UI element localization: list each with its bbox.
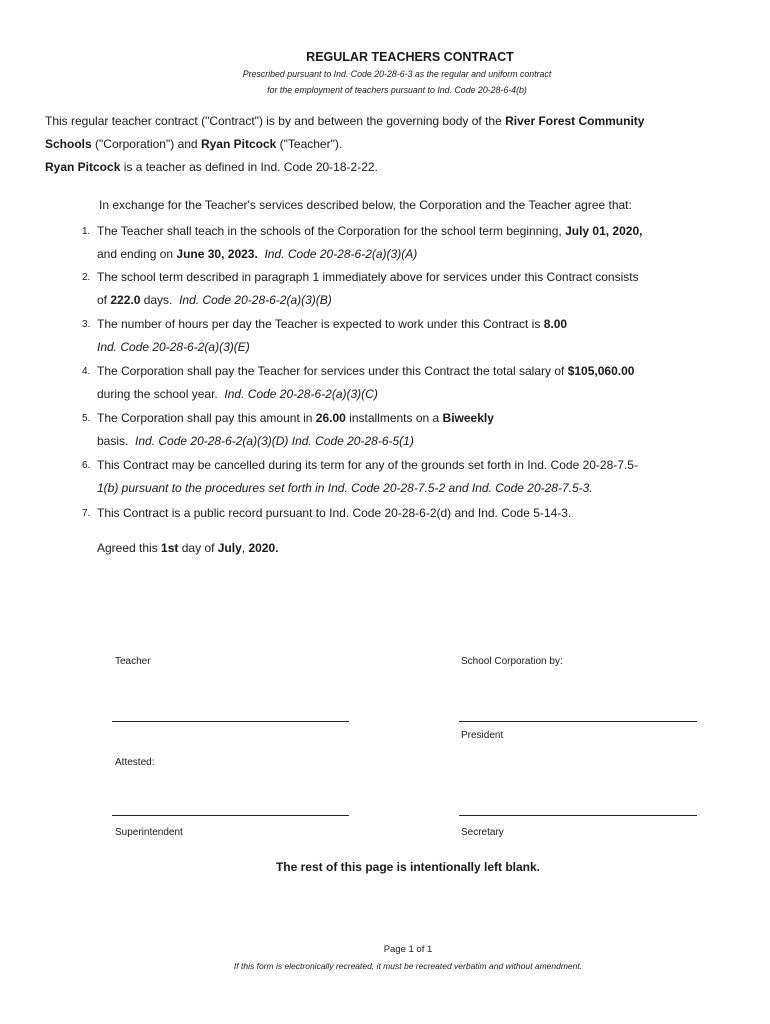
item-number: 6. — [82, 460, 91, 471]
item-number: 3. — [82, 319, 91, 330]
teacher-label: Teacher — [115, 656, 151, 667]
item-number: 4. — [82, 366, 91, 377]
payment-frequency: Biweekly — [442, 411, 494, 425]
teacher-signature-line[interactable] — [112, 721, 349, 722]
teacher-name: Ryan Pitcock — [200, 137, 277, 151]
item-3-line-2: Ind. Code 20-28-6-2(a)(3)(E) — [97, 340, 250, 354]
superintendent-label: Superintendent — [115, 827, 183, 838]
intro-line-3: Ryan Pitcock is a teacher as defined in Ind. Code 20-18-2-22. — [45, 160, 378, 174]
item-5-line-1: The Corporation shall pay this amount in 26.00 installments on a Biweekly — [97, 411, 494, 425]
item-number: 5. — [82, 413, 91, 424]
school-corporation-label: School Corporation by: — [461, 656, 563, 667]
item-1-line-1: The Teacher shall teach in the schools of the Corporation for the school term beginning, July 01, 2020, — [97, 224, 643, 238]
president-signature-line[interactable] — [459, 721, 697, 722]
total-salary: $105,060.00 — [567, 364, 635, 378]
item-number: 7. — [82, 508, 91, 519]
item-4-line-1: The Corporation shall pay the Teacher for services under this Contract the total salary of $105,060.00 — [97, 364, 635, 378]
intro-line-1: This regular teacher contract ("Contract") is by and between the governing body of the River Forest Community — [45, 114, 645, 128]
installments-count: 26.00 — [315, 411, 346, 425]
agreed-date-line: Agreed this 1st day of July, 2020. — [97, 541, 279, 555]
blank-page-notice: The rest of this page is intentionally left blank. — [275, 860, 541, 874]
item-4-line-2: during the school year. Ind. Code 20-28-6-2(a)(3)(C) — [97, 387, 378, 401]
attested-label: Attested: — [115, 757, 155, 768]
president-label: President — [461, 730, 504, 741]
superintendent-signature-line[interactable] — [112, 815, 349, 816]
subtitle-line-1: Prescribed pursuant to Ind. Code 20-28-6-3 as the regular and uniform contract — [242, 69, 552, 79]
item-number: 2. — [82, 272, 91, 283]
item-6-line-1: This Contract may be cancelled during its term for any of the grounds set forth in Ind. Code 20-28-7.5- — [97, 458, 638, 472]
term-days: 222.0 — [110, 293, 141, 307]
item-3-line-1: The number of hours per day the Teacher is expected to work under this Contract is 8.00 — [97, 317, 568, 331]
corporation-name-cont: Schools — [45, 137, 92, 151]
item-number: 1. — [82, 226, 91, 237]
secretary-label: Secretary — [461, 827, 504, 838]
hours-per-day: 8.00 — [543, 317, 568, 331]
term-start-date: July 01, 2020, — [565, 224, 643, 238]
item-2-line-2: of 222.0 days. Ind. Code 20-28-6-2(a)(3)(B) — [97, 293, 332, 307]
item-6-line-2: 1(b) pursuant to the procedures set forth in Ind. Code 20-28-7.5-2 and Ind. Code 20-28-7.5-3. — [97, 481, 593, 495]
exchange-statement: In exchange for the Teacher's services described below, the Corporation and the Teacher agree that: — [99, 198, 632, 212]
document-title: REGULAR TEACHERS CONTRACT — [306, 50, 514, 64]
recreation-notice: If this form is electronically recreated, it must be recreated verbatim and without amendment. — [233, 961, 583, 971]
item-7-line-1: This Contract is a public record pursuant to Ind. Code 20-28-6-2(d) and Ind. Code 5-14-3. — [97, 506, 572, 520]
item-1-line-2: and ending on June 30, 2023. Ind. Code 20-28-6-2(a)(3)(A) — [97, 247, 418, 261]
intro-line-2: Schools ("Corporation") and Ryan Pitcock ("Teacher"). — [45, 137, 343, 151]
corporation-name: River Forest Community — [505, 114, 645, 128]
item-2-line-1: The school term described in paragraph 1 immediately above for services under this Contract consists — [97, 270, 639, 284]
term-end-date: June 30, 2023. — [176, 247, 258, 261]
item-5-line-2: basis. Ind. Code 20-28-6-2(a)(3)(D) Ind. Code 20-28-6-5(1) — [97, 434, 414, 448]
secretary-signature-line[interactable] — [459, 815, 697, 816]
subtitle-line-2: for the employment of teachers pursuant to Ind. Code 20-28-6-4(b) — [267, 85, 527, 95]
page-number: Page 1 of 1 — [383, 944, 433, 955]
